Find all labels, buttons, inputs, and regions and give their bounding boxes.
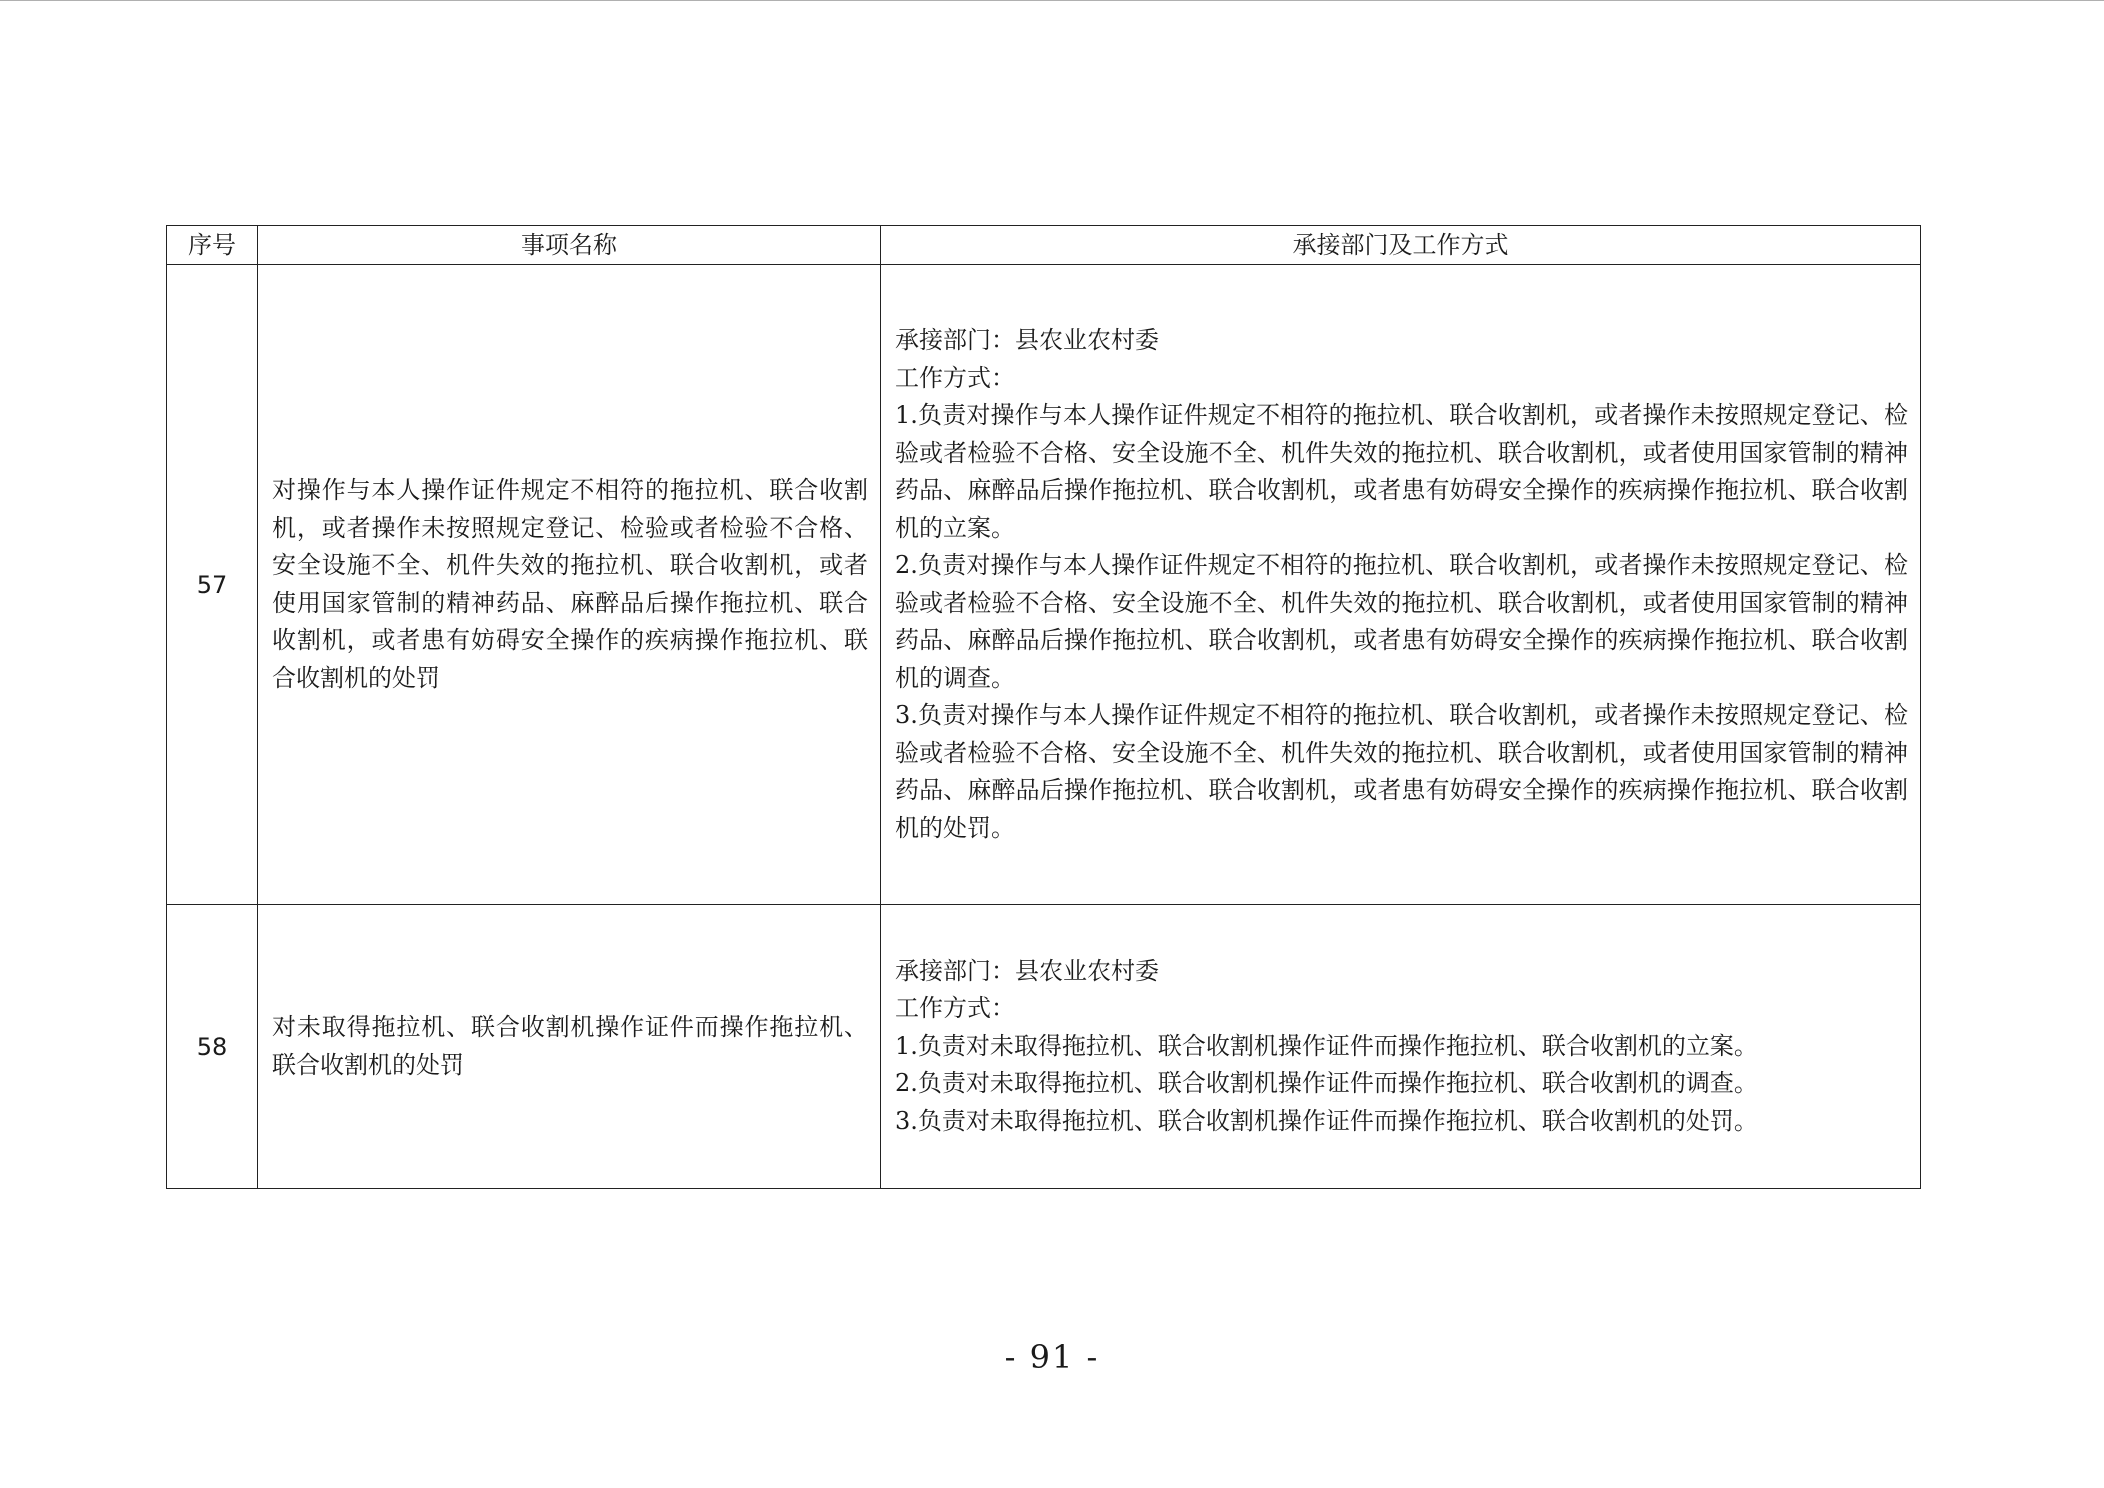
header-item-name: 事项名称 xyxy=(258,226,881,265)
page-number: - 91 - xyxy=(1004,1338,1100,1376)
row-item-name: 对操作与本人操作证件规定不相符的拖拉机、联合收割机，或者操作未按照规定登记、检验或者检验不合格、安全设施不全、机件失效的拖拉机、联合收割机，或者使用国家管制的精神药品、麻醉品后操作拖拉机、联合收割机，或者患有妨碍安全操作的疾病操作拖拉机、联合收割机的处罚 xyxy=(258,265,881,905)
top-border-rule xyxy=(0,0,2104,1)
dept-label: 承接部门：县农业农村委 xyxy=(895,956,1159,985)
method-label: 工作方式： xyxy=(895,994,1015,1023)
method-step: 2.负责对未取得拖拉机、联合收割机操作证件而操作拖拉机、联合收割机的调查。 xyxy=(895,1069,1758,1098)
row-dept-method xyxy=(881,265,1921,905)
items-table xyxy=(166,225,1921,1189)
method-step: 3.负责对操作与本人操作证件规定不相符的拖拉机、联合收割机，或者操作未按照规定登记、检验或者检验不合格、安全设施不全、机件失效的拖拉机、联合收割机，或者使用国家管制的精神药品、麻醉品后操作拖拉机、联合收割机，或者患有妨碍安全操作的疾病操作拖拉机、联合收割机的处罚。 xyxy=(895,701,1908,842)
row-seq: 57 xyxy=(167,265,258,905)
method-step: 1.负责对操作与本人操作证件规定不相符的拖拉机、联合收割机，或者操作未按照规定登记、检验或者检验不合格、安全设施不全、机件失效的拖拉机、联合收割机，或者使用国家管制的精神药品、麻醉品后操作拖拉机、联合收割机，或者患有妨碍安全操作的疾病操作拖拉机、联合收割机的立案。 xyxy=(895,401,1908,542)
method-step: 2.负责对操作与本人操作证件规定不相符的拖拉机、联合收割机，或者操作未按照规定登记、检验或者检验不合格、安全设施不全、机件失效的拖拉机、联合收割机，或者使用国家管制的精神药品、麻醉品后操作拖拉机、联合收割机，或者患有妨碍安全操作的疾病操作拖拉机、联合收割机的调查。 xyxy=(895,551,1908,692)
table-row xyxy=(167,905,1921,1189)
method-label: 工作方式： xyxy=(895,363,1015,392)
dept-label: 承接部门：县农业农村委 xyxy=(895,326,1159,354)
table-row xyxy=(167,265,1921,905)
method-step: 1.负责对未取得拖拉机、联合收割机操作证件而操作拖拉机、联合收割机的立案。 xyxy=(895,1031,1758,1060)
table-header-row xyxy=(167,226,1921,265)
method-step: 3.负责对未取得拖拉机、联合收割机操作证件而操作拖拉机、联合收割机的处罚。 xyxy=(895,1106,1758,1135)
row-dept-method xyxy=(881,905,1921,1189)
header-dept-method: 承接部门及工作方式 xyxy=(881,226,1921,265)
row-seq: 58 xyxy=(167,905,258,1189)
row-item-name: 对未取得拖拉机、联合收割机操作证件而操作拖拉机、联合收割机的处罚 xyxy=(258,905,881,1189)
header-seq: 序号 xyxy=(167,226,258,265)
